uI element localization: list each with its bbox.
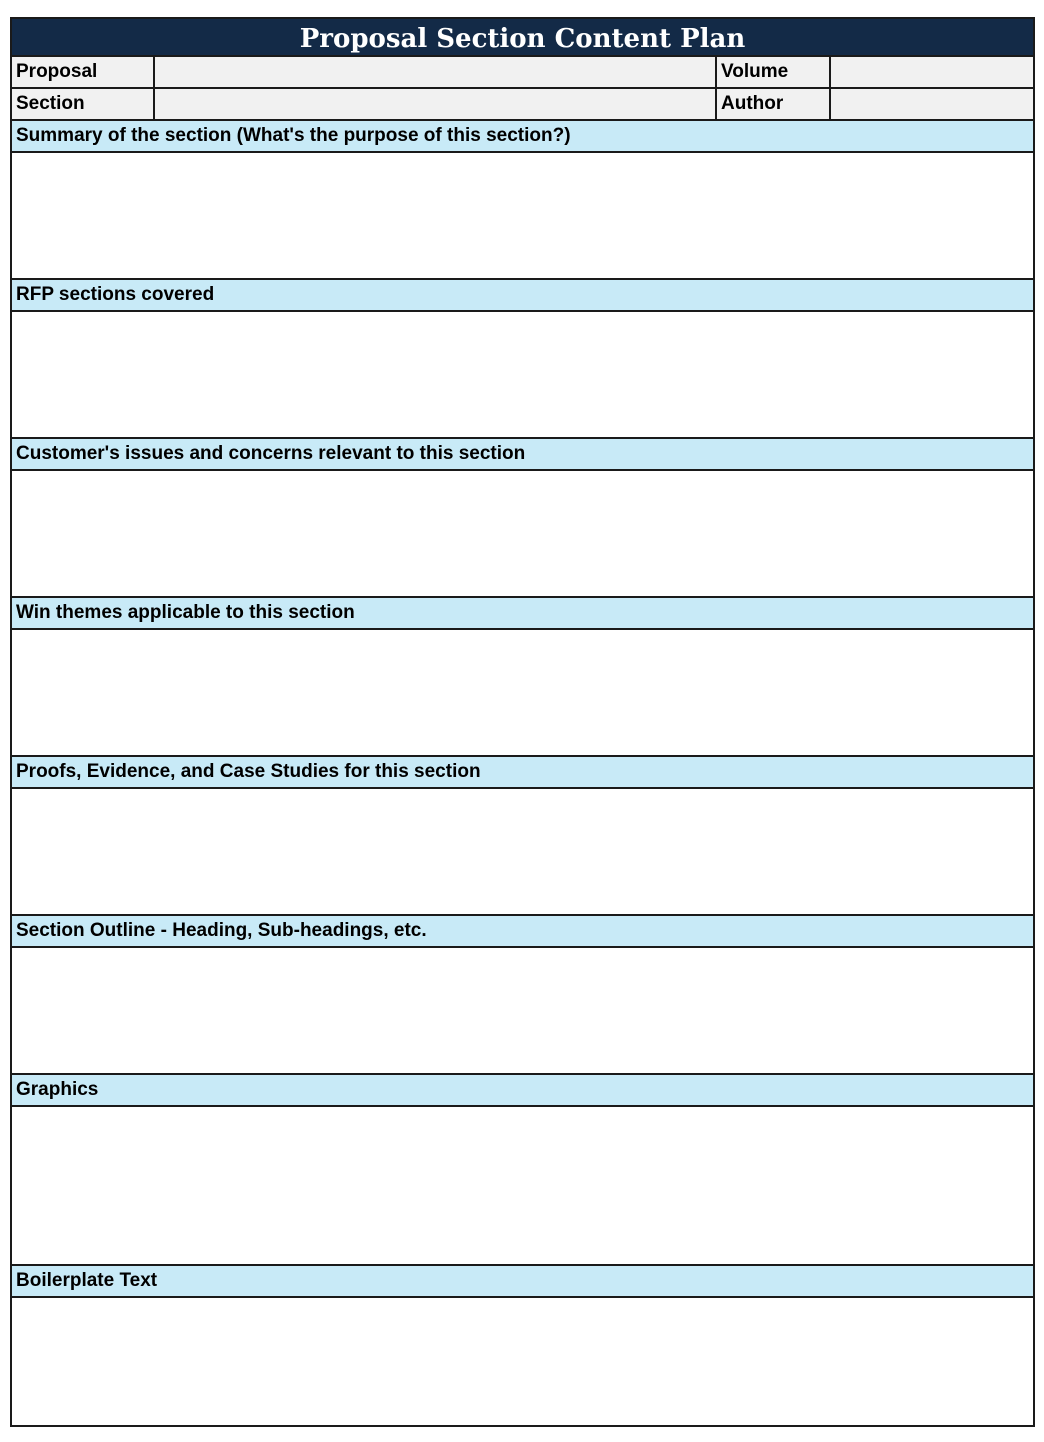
section-heading-outline: Section Outline - Heading, Sub-headings, etc. (12, 916, 1033, 948)
section-body-outline[interactable] (12, 948, 1033, 1075)
section-body-proofs[interactable] (12, 789, 1033, 916)
volume-field[interactable] (831, 57, 1033, 87)
section-body-rfp-sections[interactable] (12, 312, 1033, 439)
page-title: Proposal Section Content Plan (12, 19, 1033, 57)
section-body-boilerplate[interactable] (12, 1298, 1033, 1425)
section-label: Section (12, 89, 155, 119)
volume-label: Volume (717, 57, 831, 87)
section-heading-summary: Summary of the section (What's the purpose of this section?) (12, 121, 1033, 153)
section-body-graphics[interactable] (12, 1107, 1033, 1266)
section-field[interactable] (155, 89, 717, 119)
section-heading-proofs: Proofs, Evidence, and Case Studies for this section (12, 757, 1033, 789)
author-label: Author (717, 89, 831, 119)
section-heading-graphics: Graphics (12, 1075, 1033, 1107)
section-heading-rfp-sections: RFP sections covered (12, 280, 1033, 312)
section-body-win-themes[interactable] (12, 630, 1033, 757)
proposal-field[interactable] (155, 57, 717, 87)
proposal-label: Proposal (12, 57, 155, 87)
meta-row-section (12, 89, 1033, 121)
section-heading-customer-issues: Customer's issues and concerns relevant to this section (12, 439, 1033, 471)
section-heading-win-themes: Win themes applicable to this section (12, 598, 1033, 630)
section-body-customer-issues[interactable] (12, 471, 1033, 598)
section-heading-boilerplate: Boilerplate Text (12, 1266, 1033, 1298)
meta-row-proposal (12, 57, 1033, 89)
author-field[interactable] (831, 89, 1033, 119)
content-plan-sheet (10, 17, 1035, 1427)
section-body-summary[interactable] (12, 153, 1033, 280)
